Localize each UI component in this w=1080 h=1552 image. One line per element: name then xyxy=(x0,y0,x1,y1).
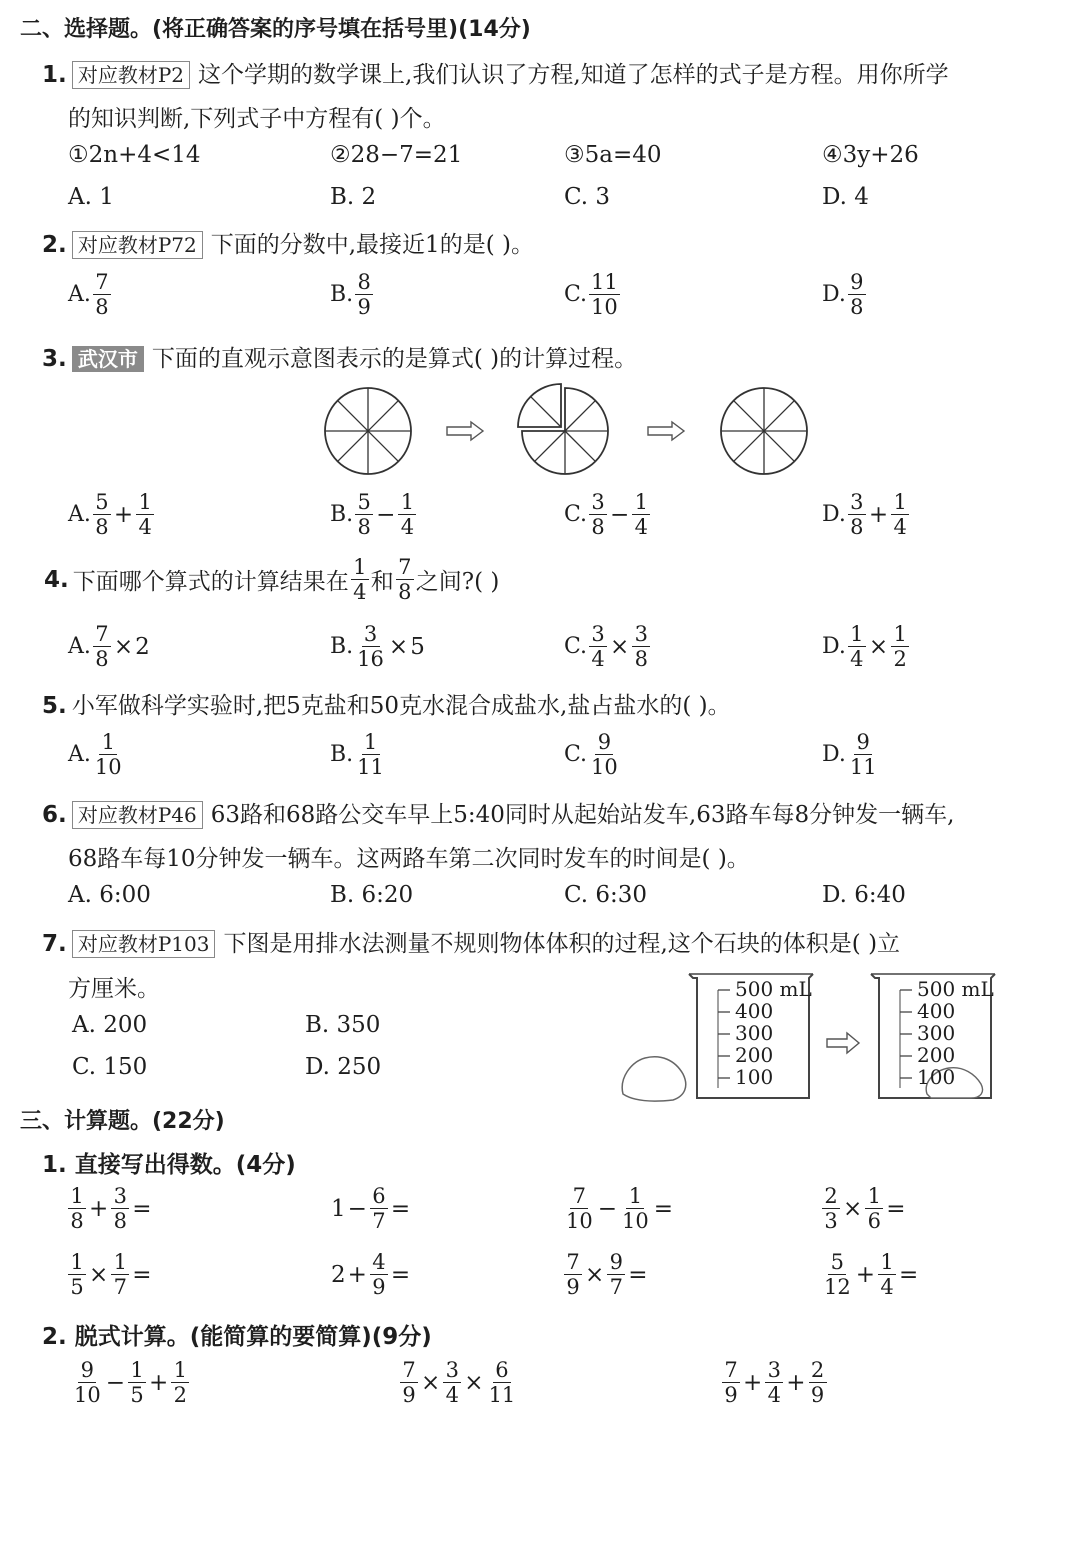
answer-option-c: C. $\frac{11}{10}$ xyxy=(564,270,618,319)
question-number: 3. xyxy=(42,346,67,372)
sub-question-2-title: 2. 脱式计算。(能简算的要简算)(9分) xyxy=(42,1324,432,1350)
answer-option-a: A. $\frac{7}{8}$ xyxy=(68,270,113,319)
calc-item: 1 − $\frac{6}{7}$ = xyxy=(331,1184,411,1233)
question-2 xyxy=(42,226,534,259)
section-title-choice: 二、选择题。(将正确答案的序号填在括号里)(14分) xyxy=(20,17,531,42)
fraction-circle-diagram xyxy=(310,380,830,480)
question-text: 下面的直观示意图表示的是算式( )的计算过程。 xyxy=(151,346,638,372)
calc-item: 2 + $\frac{4}{9}$ = xyxy=(331,1250,411,1299)
answer-option-a: A. $\frac{7}{8}$ × 2 xyxy=(68,622,150,671)
sub-question-1-title: 1. 直接写出得数。(4分) xyxy=(42,1152,296,1178)
textbook-tag: 对应教材P103 xyxy=(72,930,216,958)
textbook-tag: 对应教材P46 xyxy=(72,801,203,829)
arrow-icon xyxy=(447,422,483,440)
question-number: 7. xyxy=(42,931,67,957)
answer-option-b: B. $\frac{5}{8}$ − $\frac{1}{4}$ xyxy=(330,490,418,539)
question-text-continued: 68路车每10分钟发一辆车。这两路车第二次同时发车的时间是( )。 xyxy=(68,846,750,872)
answer-option-a: A. 6:00 xyxy=(68,882,151,908)
question-number: 6. xyxy=(42,802,67,828)
question-number: 2. xyxy=(42,232,67,258)
circle-eighths-start xyxy=(325,388,411,474)
calc-item: $\frac{7}{10}$ − $\frac{1}{10}$ = xyxy=(566,1184,674,1233)
answer-option-a: A. 200 xyxy=(72,1012,148,1038)
section-title-calculation: 三、计算题。(22分) xyxy=(20,1109,225,1134)
answer-option-c: C. 150 xyxy=(72,1054,148,1080)
question-7 xyxy=(42,925,900,958)
textbook-tag: 对应教材P72 xyxy=(72,231,203,259)
equation-item: ①2n+4<14 xyxy=(68,142,201,168)
question-4: 4. 下面哪个算式的计算结果在 $\frac{1}{4}$ 和 $\frac{7}{8}$ 之间?( ) xyxy=(44,555,500,604)
answer-option-b: B. 6:20 xyxy=(330,882,414,908)
step-calc-item: $\frac{7}{9}$ × $\frac{3}{4}$ × $\frac{6}{11}$ xyxy=(398,1358,519,1407)
question-3 xyxy=(42,340,637,373)
circle-eighths-end xyxy=(721,388,807,474)
answer-option-b: B. 350 xyxy=(305,1012,381,1038)
question-5 xyxy=(42,687,731,720)
region-tag: 武汉市 xyxy=(72,346,144,372)
answer-option-d: D. 250 xyxy=(305,1054,382,1080)
step-calc-item: $\frac{7}{9}$ + $\frac{3}{4}$ + $\frac{2}{9}$ xyxy=(720,1358,829,1407)
question-text: 小军做科学实验时,把5克盐和50克水混合成盐水,盐占盐水的( )。 xyxy=(71,693,731,719)
question-text-continued: 的知识判断,下列式子中方程有( )个。 xyxy=(68,106,446,132)
calc-item: $\frac{1}{8}$ + $\frac{3}{8}$ = xyxy=(66,1184,153,1233)
circle-eighths-split xyxy=(518,384,608,474)
question-number: 4. xyxy=(44,566,69,593)
stone-icon xyxy=(622,1057,686,1101)
question-text: 下面的分数中,最接近1的是( )。 xyxy=(210,232,534,258)
answer-option-d: D. $\frac{9}{11}$ xyxy=(822,730,877,779)
question-text: 这个学期的数学课上,我们认识了方程,知道了怎样的式子是方程。用你所学 xyxy=(198,62,949,88)
answer-option-a: A. $\frac{1}{10}$ xyxy=(68,730,122,779)
answer-option-c: C. $\frac{3}{4}$ × $\frac{3}{8}$ xyxy=(564,622,652,671)
answer-option-c: C. 6:30 xyxy=(564,882,648,908)
question-number: 1. xyxy=(42,62,67,88)
answer-option-b: B. $\frac{3}{16}$ × 5 xyxy=(330,622,425,671)
beaker-scale-before: 500 mL 400 300 200 100 xyxy=(735,977,812,1089)
answer-option-b: B. $\frac{8}{9}$ xyxy=(330,270,375,319)
answer-option-d: D. $\frac{9}{8}$ xyxy=(822,270,868,319)
displacement-diagram xyxy=(615,970,1005,1110)
answer-option-b: B. 2 xyxy=(330,184,377,210)
calc-item: $\frac{2}{3}$ × $\frac{1}{6}$ = xyxy=(820,1184,907,1233)
answer-option-d: D. 4 xyxy=(822,184,869,210)
calc-item: $\frac{5}{12}$ + $\frac{1}{4}$ = xyxy=(824,1250,919,1299)
equation-item: ④3y+26 xyxy=(822,142,919,168)
question-6 xyxy=(42,796,954,829)
answer-option-b: B. $\frac{1}{11}$ xyxy=(330,730,384,779)
equation-item: ②28−7=21 xyxy=(330,142,463,168)
answer-option-d: D. $\frac{1}{4}$ × $\frac{1}{2}$ xyxy=(822,622,911,671)
question-1 xyxy=(42,56,949,89)
answer-option-c: C. $\frac{9}{10}$ xyxy=(564,730,618,779)
textbook-tag: 对应教材P2 xyxy=(72,61,190,89)
answer-option-d: D. $\frac{3}{8}$ + $\frac{1}{4}$ xyxy=(822,490,911,539)
question-text: 63路和68路公交车早上5:40同时从起始站发车,63路车每8分钟发一辆车, xyxy=(210,802,955,828)
question-text-continued: 方厘米。 xyxy=(68,976,160,1002)
arrow-icon xyxy=(648,422,684,440)
calc-item: $\frac{1}{5}$ × $\frac{1}{7}$ = xyxy=(66,1250,153,1299)
answer-option-a: A. $\frac{5}{8}$ + $\frac{1}{4}$ xyxy=(68,490,156,539)
arrow-icon xyxy=(827,1033,859,1053)
answer-option-c: C. $\frac{3}{8}$ − $\frac{1}{4}$ xyxy=(564,490,652,539)
question-text: 下面哪个算式的计算结果在 xyxy=(72,569,349,595)
equation-item: ③5a=40 xyxy=(564,142,662,168)
question-text: 下图是用排水法测量不规则物体体积的过程,这个石块的体积是( )立 xyxy=(223,931,901,957)
answer-option-a: A. 1 xyxy=(68,184,114,210)
beaker-scale-after: 500 mL 400 300 200 100 xyxy=(917,977,994,1089)
calc-item: $\frac{7}{9}$ × $\frac{9}{7}$ = xyxy=(562,1250,649,1299)
step-calc-item: $\frac{9}{10}$ − $\frac{1}{5}$ + $\frac{1}{2}$ xyxy=(70,1358,191,1407)
answer-option-c: C. 3 xyxy=(564,184,611,210)
question-number: 5. xyxy=(42,693,67,719)
answer-option-d: D. 6:40 xyxy=(822,882,906,908)
